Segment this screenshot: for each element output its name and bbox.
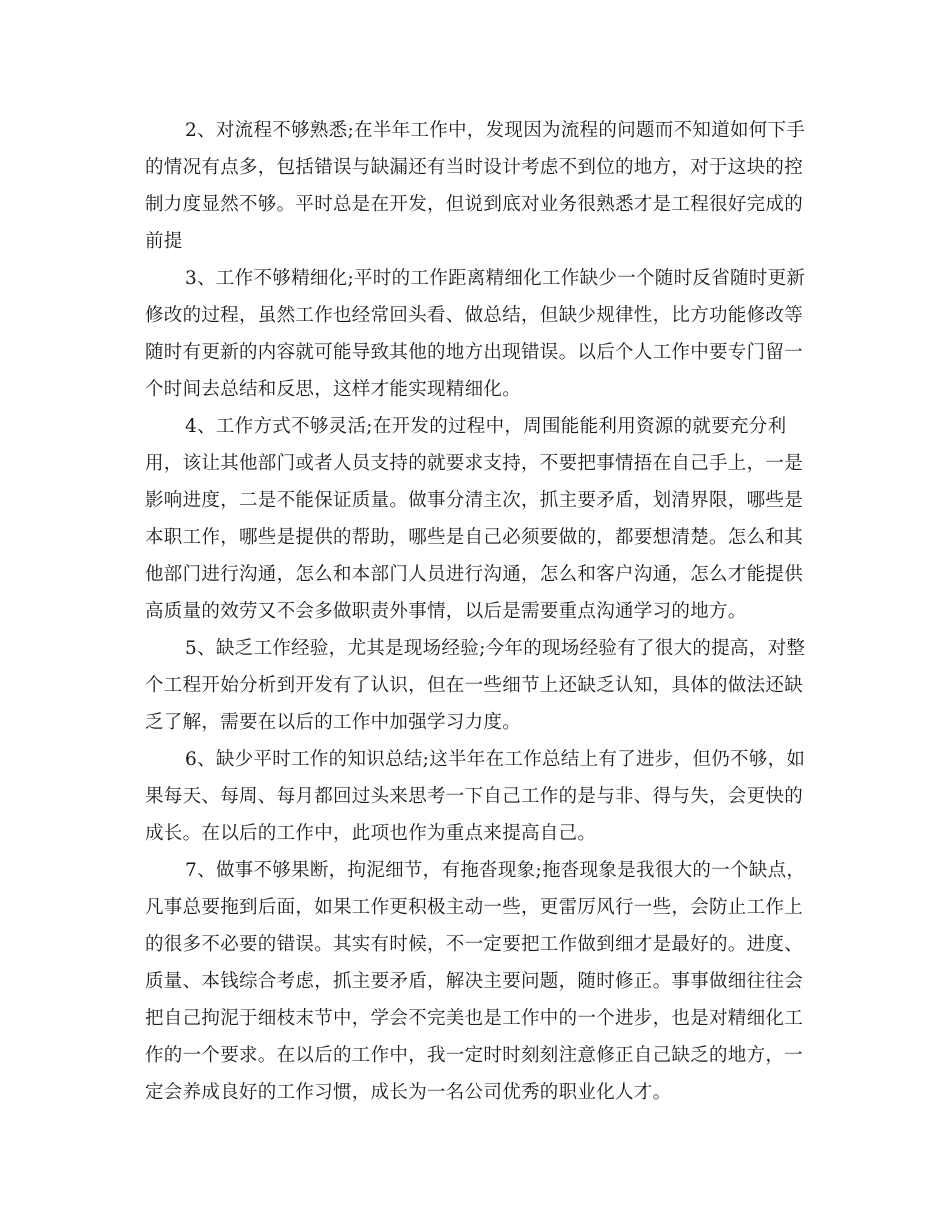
paragraph-line: 6、缺少平时工作的知识总结;这半年在工作总结上有了进步，但仍不够，如 [185, 749, 806, 770]
paragraph-line: 5、缺乏工作经验，尤其是现场经验;今年的现场经验有了很大的提高，对整 [185, 638, 806, 659]
paragraph-line: 成长。在以后的工作中，此项也作为重点来提高自己。 [145, 823, 597, 844]
paragraph-line: 作的一个要求。在以后的工作中，我一定时时刻刻注意修正自己缺乏的地方，一 [145, 1045, 804, 1066]
paragraph-line: 高质量的效劳又不会多做职责外事情，以后是需要重点沟通学习的地方。 [145, 601, 747, 622]
paragraph-line: 凡事总要拖到后面，如果工作更积极主动一些，更雷厉风行一些，会防止工作上 [145, 897, 804, 918]
paragraph-line: 本职工作，哪些是提供的帮助，哪些是自己必须要做的，都要想清楚。怎么和其 [145, 527, 804, 548]
paragraph-3 [145, 260, 805, 408]
paragraph-line: 随时有更新的内容就可能导致其他的地方出现错误。以后个人工作中要专门留一 [145, 342, 804, 363]
paragraph-line: 个时间去总结和反思，这样才能实现精细化。 [145, 379, 522, 400]
paragraph-line: 影响进度，二是不能保证质量。做事分清主次，抓主要矛盾，划清界限，哪些是 [145, 490, 804, 511]
document-page [145, 112, 805, 1111]
paragraph-2 [145, 112, 805, 260]
paragraph-line: 用，该让其他部门或者人员支持的就要求支持，不要把事情捂在自己手上，一是 [145, 453, 804, 474]
paragraph-4 [145, 408, 805, 630]
paragraph-line: 质量、本钱综合考虑，抓主要矛盾，解决主要问题，随时修正。事事做细往往会 [145, 971, 804, 992]
paragraph-6 [145, 741, 805, 852]
paragraph-line: 个工程开始分析到开发有了认识，但在一些细节上还缺乏认知，具体的做法还缺 [145, 675, 804, 696]
paragraph-line: 前提 [145, 231, 183, 252]
paragraph-7 [145, 852, 805, 1111]
paragraph-line: 果每天、每周、每月都回过头来思考一下自己工作的是与非、得与失，会更快的 [145, 786, 804, 807]
paragraph-line: 2、对流程不够熟悉;在半年工作中，发现因为流程的问题而不知道如何下手 [185, 120, 806, 141]
paragraph-line: 制力度显然不够。平时总是在开发，但说到底对业务很熟悉才是工程很好完成的 [145, 194, 804, 215]
paragraph-line: 他部门进行沟通，怎么和本部门人员进行沟通，怎么和客户沟通，怎么才能提供 [145, 564, 804, 585]
paragraph-line: 的情况有点多，包括错误与缺漏还有当时设计考虑不到位的地方，对于这块的控 [145, 157, 804, 178]
paragraph-line: 7、做事不够果断，拘泥细节，有拖沓现象;拖沓现象是我很大的一个缺点， [185, 860, 806, 881]
paragraph-line: 的很多不必要的错误。其实有时候，不一定要把工作做到细才是最好的。进度、 [145, 934, 804, 955]
paragraph-line: 定会养成良好的工作习惯，成长为一名公司优秀的职业化人才。 [145, 1082, 672, 1103]
paragraph-line: 把自己拘泥于细枝末节中，学会不完美也是工作中的一个进步，也是对精细化工 [145, 1008, 804, 1029]
paragraph-line: 修改的过程，虽然工作也经常回头看、做总结，但缺少规律性，比方功能修改等 [145, 305, 804, 326]
paragraph-line: 3、工作不够精细化;平时的工作距离精细化工作缺少一个随时反省随时更新 [185, 268, 806, 289]
paragraph-5 [145, 630, 805, 741]
paragraph-line: 乏了解，需要在以后的工作中加强学习力度。 [145, 712, 522, 733]
paragraph-line: 4、工作方式不够灵活;在开发的过程中，周围能能利用资源的就要充分利 [185, 416, 787, 437]
